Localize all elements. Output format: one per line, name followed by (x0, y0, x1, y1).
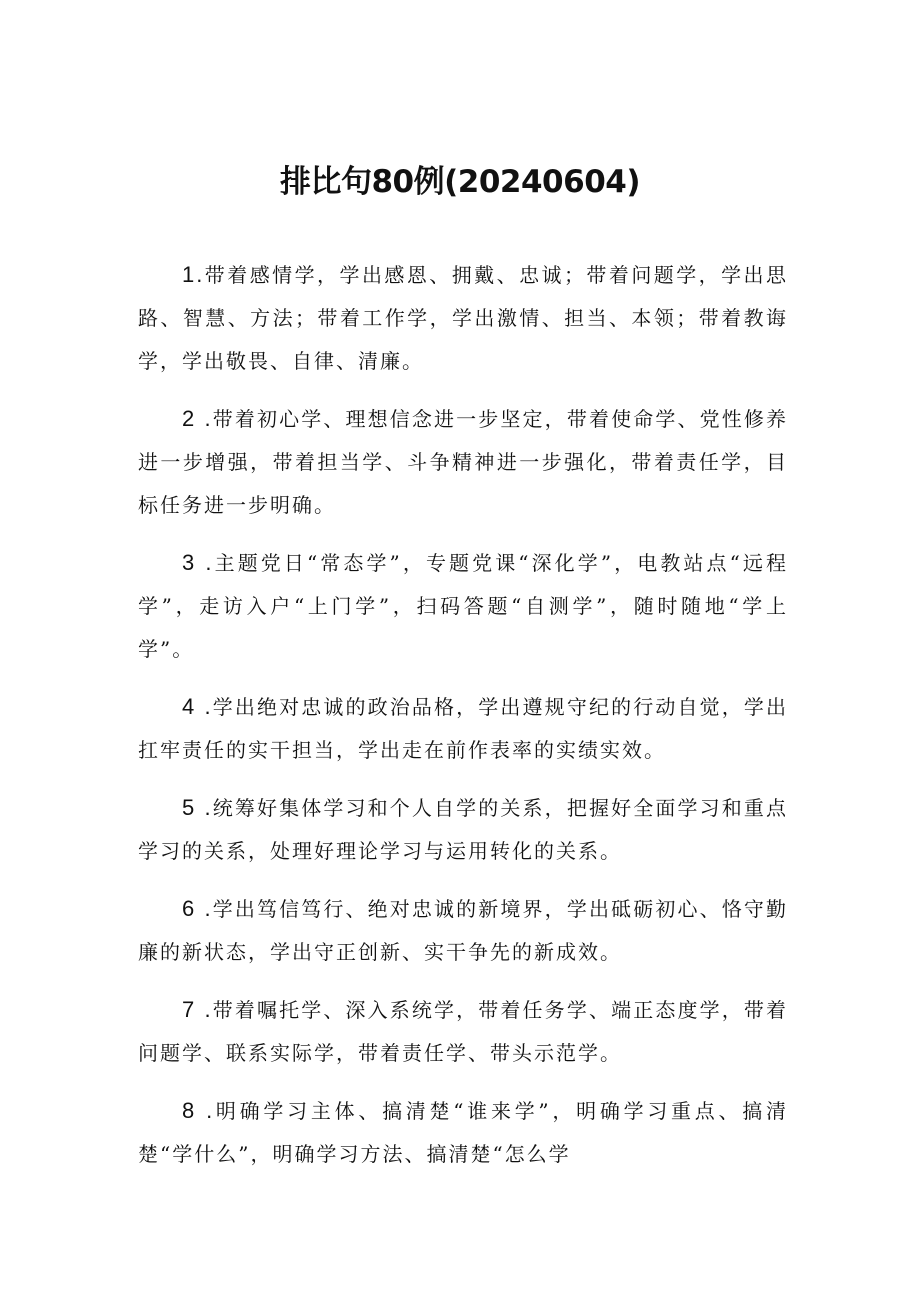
paragraph-text: 带着嘱托学、深入系统学，带着任务学、端正态度学，带着问题学、联系实际学，带着责任学、带头示范学。 (138, 998, 788, 1065)
document-title: 排比句80例(20240604) (279, 164, 641, 200)
paragraph-number: 8 . (182, 1098, 215, 1123)
paragraph-2 (138, 397, 788, 527)
paragraph-text: 明确学习主体、搞清楚“谁来学”，明确学习重点、搞清楚“学什么”，明确学习方法、搞清楚“怎么学 (138, 1099, 788, 1166)
document-body (138, 253, 788, 1190)
paragraph-text: 带着初心学、理想信念进一步坚定，带着使命学、党性修养进一步增强，带着担当学、斗争精神进一步强化，带着责任学，目标任务进一步明确。 (138, 407, 788, 517)
paragraph-number: 7 . (182, 997, 213, 1022)
paragraph-1 (138, 253, 788, 383)
paragraph-text: 带着感情学，学出感恩、拥戴、忠诚；带着问题学，学出思路、智慧、方法；带着工作学，学出激情、担当、本领；带着教诲学，学出敬畏、自律、清廉。 (138, 263, 788, 373)
paragraph-text: 学出笃信笃行、绝对忠诚的新境界，学出砥砺初心、恪守勤廉的新状态，学出守正创新、实干争先的新成效。 (138, 897, 788, 964)
paragraph-text: 主题党日“常态学”，专题党课“深化学”，电教站点“远程学”，走访入户“上门学”，扫码答题“自测学”，随时随地“学上学”。 (138, 551, 788, 661)
paragraph-4 (138, 685, 788, 772)
paragraph-3 (138, 541, 788, 671)
paragraph-number: 6 . (182, 896, 213, 921)
paragraph-number: 4 . (182, 694, 213, 719)
paragraph-6 (138, 887, 788, 974)
paragraph-text: 学出绝对忠诚的政治品格，学出遵规守纪的行动自觉，学出扛牢责任的实干担当，学出走在前作表率的实绩实效。 (138, 695, 788, 762)
paragraph-number: 1. (182, 262, 205, 287)
paragraph-7 (138, 988, 788, 1075)
paragraph-text: 统筹好集体学习和个人自学的关系，把握好全面学习和重点学习的关系，处理好理论学习与运用转化的关系。 (138, 796, 788, 863)
paragraph-number: 2 . (182, 406, 213, 431)
paragraph-8 (138, 1089, 788, 1176)
paragraph-number: 5 . (182, 795, 213, 820)
paragraph-number: 3 . (182, 550, 214, 575)
paragraph-5 (138, 786, 788, 873)
